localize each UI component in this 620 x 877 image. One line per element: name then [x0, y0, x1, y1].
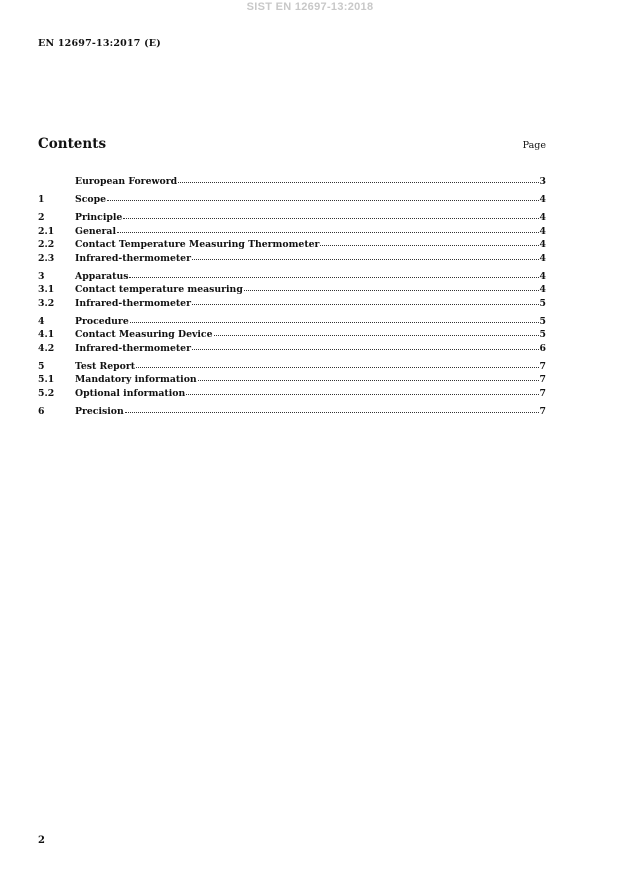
toc-entry-number: 1	[38, 194, 45, 205]
toc-entry-page: 4	[539, 252, 546, 264]
toc-dot-leader	[214, 328, 539, 336]
document-id-header: EN 12697-13:2017 (E)	[38, 38, 161, 49]
toc-dot-leader	[129, 270, 538, 278]
toc-entry-page: 4	[539, 212, 546, 223]
toc-dot-leader	[320, 238, 538, 246]
toc-entry[interactable]	[38, 271, 546, 282]
toc-entry-title: Infrared-thermometer	[75, 297, 191, 309]
toc-entry-page: 4	[539, 239, 546, 250]
toc-entry-title: General	[75, 225, 116, 237]
toc-entry-page: 5	[539, 329, 546, 340]
toc-dot-leader	[244, 283, 539, 291]
toc-entry-page: 7	[539, 374, 546, 385]
toc-entry-page: 7	[539, 387, 546, 399]
toc-entry-title: Infrared-thermometer	[75, 342, 191, 354]
toc-dot-leader	[130, 315, 539, 323]
toc-entry[interactable]	[38, 388, 546, 399]
toc-dot-leader	[117, 225, 539, 233]
toc-entry-title: Optional information	[75, 387, 186, 399]
toc-entry-title: Precision	[75, 405, 124, 417]
toc-entry-number: 2	[38, 212, 45, 223]
toc-dot-leader	[186, 387, 538, 395]
toc-entry-page: 4	[539, 284, 546, 295]
toc-entry-number: 4.2	[38, 342, 55, 354]
watermark: SIST EN 12697-13:2018	[246, 1, 374, 13]
toc-entry-page: 4	[539, 225, 546, 237]
toc-entry[interactable]	[38, 284, 546, 295]
toc-entry-number: 5.1	[38, 374, 55, 385]
toc-dot-leader	[192, 297, 539, 305]
toc-entry-title: Infrared-thermometer	[75, 252, 191, 264]
toc-entry[interactable]	[38, 361, 546, 372]
toc-entry[interactable]	[38, 212, 546, 223]
toc-entry-number: 3.2	[38, 297, 55, 309]
toc-entry-title: Procedure	[75, 315, 129, 327]
toc-entry-number: 2.1	[38, 225, 55, 237]
toc-entry-title: Mandatory information	[75, 374, 197, 385]
toc-entry-number: 6	[38, 405, 45, 417]
toc-entry[interactable]	[38, 343, 546, 354]
toc-entry[interactable]	[38, 194, 546, 205]
toc-entry-title: Principle	[75, 212, 123, 223]
toc-entry-page: 6	[539, 342, 546, 354]
toc-entry-page: 4	[539, 194, 546, 205]
toc-entry-page: 5	[539, 315, 546, 327]
toc-entry-title: Contact Measuring Device	[75, 329, 213, 340]
toc-entry[interactable]	[38, 226, 546, 237]
toc-entry[interactable]	[38, 329, 546, 340]
toc-dot-leader	[107, 193, 539, 201]
toc-entry-title: Contact temperature measuring	[75, 284, 243, 295]
toc-entry-number: 4.1	[38, 329, 55, 340]
toc-entry[interactable]	[38, 239, 546, 250]
toc-entry-number: 5.2	[38, 387, 55, 399]
toc-entry-title: Contact Temperature Measuring Thermometer	[75, 239, 320, 250]
toc-entry[interactable]	[38, 298, 546, 309]
toc-entry-page: 5	[539, 297, 546, 309]
footer-page-number: 2	[38, 835, 45, 846]
toc-entry-number: 4	[38, 315, 45, 327]
toc-entry-title: European Foreword	[75, 176, 178, 187]
toc-entry-title: Scope	[75, 194, 106, 205]
toc-dot-leader	[198, 373, 539, 381]
toc-entry-page: 3	[539, 176, 546, 187]
toc-entry[interactable]	[38, 406, 546, 417]
toc-entry[interactable]	[38, 176, 546, 187]
toc-entry-number: 5	[38, 360, 45, 372]
toc-entry[interactable]	[38, 316, 546, 327]
toc-entry[interactable]	[38, 374, 546, 385]
toc-entry-title: Test Report	[75, 360, 136, 372]
toc-entry-page: 4	[539, 270, 546, 282]
toc-entry-number: 3.1	[38, 284, 55, 295]
toc-entry-number: 2.2	[38, 239, 55, 250]
toc-dot-leader	[136, 360, 538, 368]
toc-entry-title: Apparatus	[75, 270, 129, 282]
toc-entry-page: 7	[539, 360, 546, 372]
page-column-label: Page	[522, 140, 546, 151]
toc-dot-leader	[192, 342, 539, 350]
toc-dot-leader	[178, 175, 538, 183]
toc-entry-number: 3	[38, 270, 45, 282]
toc-entry-page: 7	[539, 405, 546, 417]
toc-dot-leader	[192, 252, 539, 260]
contents-title: Contents	[38, 136, 107, 152]
toc-entry-number: 2.3	[38, 252, 55, 264]
table-of-contents	[38, 176, 546, 417]
toc-dot-leader	[125, 405, 539, 413]
toc-entry[interactable]	[38, 253, 546, 264]
toc-dot-leader	[123, 211, 538, 219]
